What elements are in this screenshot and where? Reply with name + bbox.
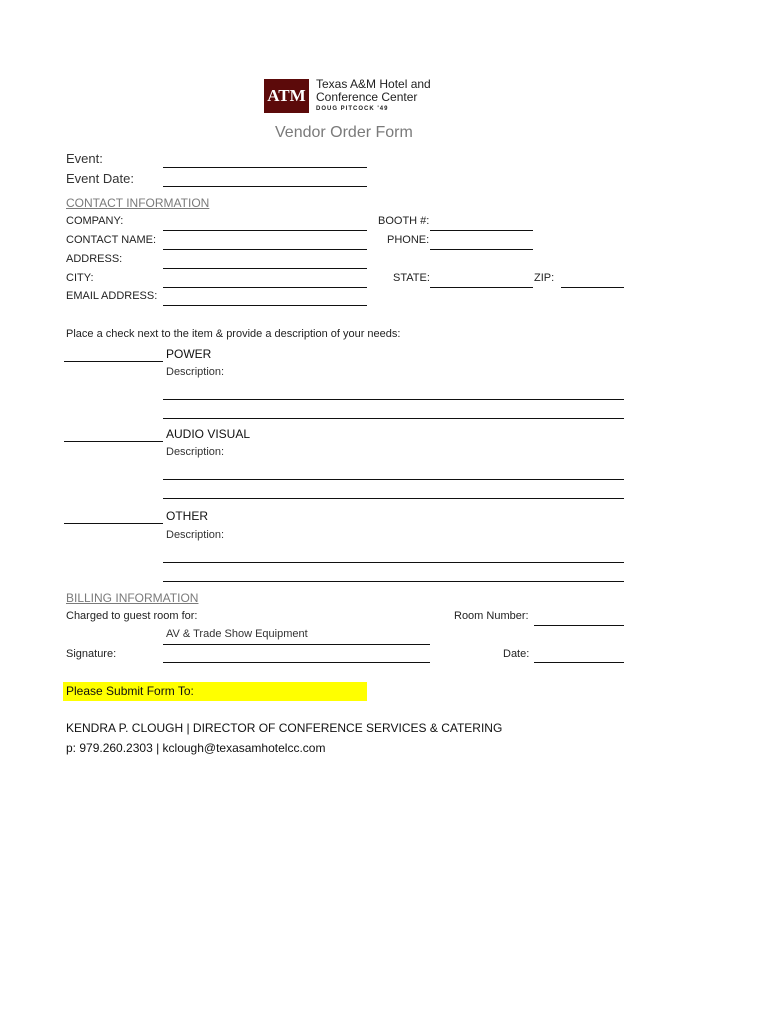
- room-number-label: Room Number:: [454, 610, 529, 622]
- company-field[interactable]: [163, 230, 367, 231]
- email-label: EMAIL ADDRESS:: [66, 290, 158, 302]
- audio-visual-description-field-2[interactable]: [163, 498, 624, 499]
- event-date-label: Event Date:: [66, 171, 134, 186]
- booth-field[interactable]: [430, 230, 533, 231]
- audio-visual-label: AUDIO VISUAL: [166, 427, 251, 441]
- email-field[interactable]: [163, 305, 367, 306]
- state-label: STATE:: [393, 272, 430, 284]
- address-label: ADDRESS:: [66, 253, 123, 265]
- room-number-field[interactable]: [534, 625, 624, 626]
- charged-field[interactable]: [163, 644, 430, 645]
- audio-visual-description-field[interactable]: [163, 479, 624, 480]
- phone-label: PHONE:: [387, 234, 430, 246]
- billing-heading: BILLING INFORMATION: [66, 591, 199, 605]
- contact-heading: CONTACT INFORMATION: [66, 196, 210, 210]
- other-checkbox-line[interactable]: [64, 523, 163, 524]
- contact-line-1: KENDRA P. CLOUGH | DIRECTOR OF CONFERENCE SERVICES & CATERING: [66, 721, 503, 735]
- signature-label: Signature:: [66, 648, 117, 660]
- power-description-label: Description:: [166, 366, 225, 378]
- company-label: COMPANY:: [66, 215, 124, 227]
- event-label: Event:: [66, 151, 103, 166]
- contact-name-label: CONTACT NAME:: [66, 234, 157, 246]
- instructions-text: Place a check next to the item & provide a description of your needs:: [66, 328, 401, 340]
- state-field[interactable]: [430, 287, 533, 288]
- other-description-label: Description:: [166, 529, 225, 541]
- audio-visual-description-label: Description:: [166, 446, 225, 458]
- audio-visual-checkbox-line[interactable]: [64, 441, 163, 442]
- power-checkbox-line[interactable]: [64, 361, 163, 362]
- other-description-field[interactable]: [163, 562, 624, 563]
- zip-label: ZIP:: [534, 272, 555, 284]
- equipment-text: AV & Trade Show Equipment: [166, 628, 308, 640]
- logo-line1: Texas A&M Hotel and: [316, 77, 431, 91]
- power-description-field-2[interactable]: [163, 418, 624, 419]
- contact-line-2: p: 979.260.2303 | kclough@texasamhotelcc.com: [66, 741, 326, 755]
- date-label: Date:: [503, 648, 530, 660]
- other-description-field-2[interactable]: [163, 581, 624, 582]
- event-date-field[interactable]: [163, 186, 367, 187]
- city-field[interactable]: [163, 287, 367, 288]
- date-field[interactable]: [534, 662, 624, 663]
- phone-field[interactable]: [430, 249, 533, 250]
- event-field[interactable]: [163, 167, 367, 168]
- power-description-field[interactable]: [163, 399, 624, 400]
- signature-field[interactable]: [163, 662, 430, 663]
- other-label: OTHER: [166, 509, 208, 523]
- submit-label: Please Submit Form To:: [66, 684, 194, 698]
- logo-mark: ATM: [264, 79, 309, 113]
- address-field[interactable]: [163, 268, 367, 269]
- booth-label: BOOTH #:: [378, 215, 430, 227]
- form-title: Vendor Order Form: [275, 124, 413, 141]
- city-label: CITY:: [66, 272, 94, 284]
- power-label: POWER: [166, 347, 212, 361]
- zip-field[interactable]: [561, 287, 624, 288]
- contact-name-field[interactable]: [163, 249, 367, 250]
- logo-line3: DOUG PITCOCK '49: [316, 106, 389, 112]
- logo-line2: Conference Center: [316, 90, 418, 104]
- charged-label: Charged to guest room for:: [66, 610, 198, 622]
